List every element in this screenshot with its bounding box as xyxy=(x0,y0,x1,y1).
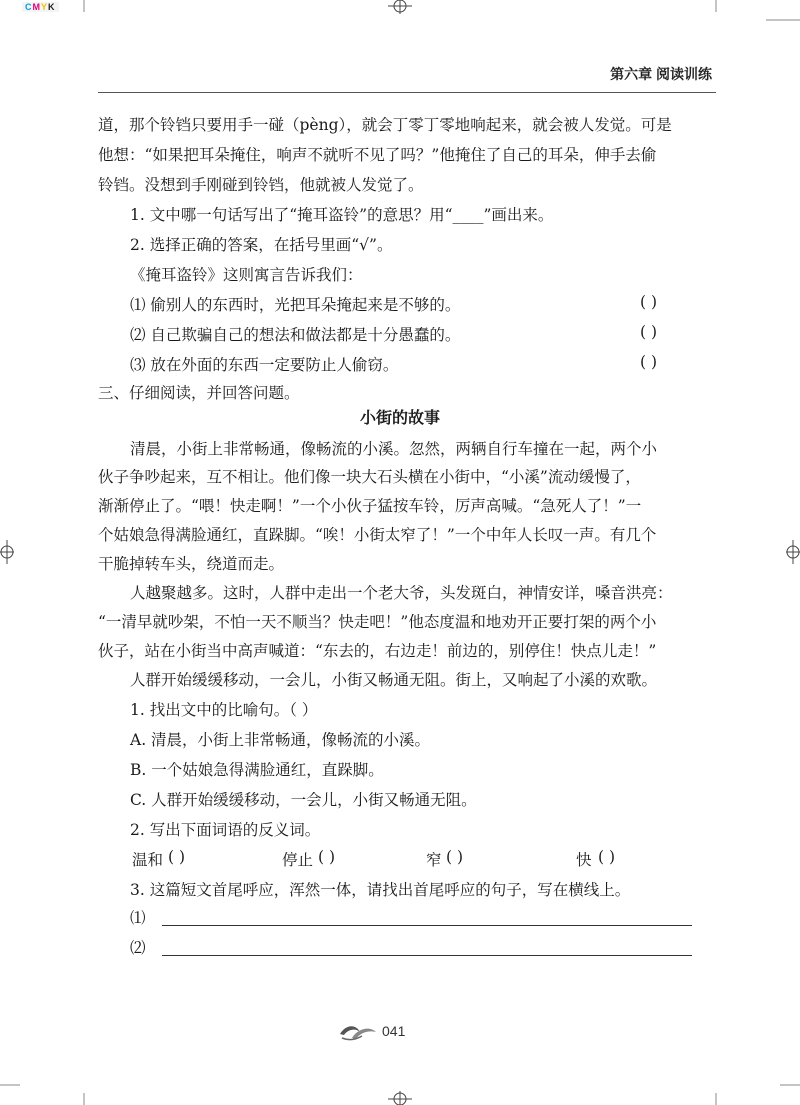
choice-c[interactable]: C. 人群开始缓缓移动，一会儿，小街又畅通无阻。 xyxy=(130,791,477,809)
cmyk-c: C xyxy=(25,2,33,12)
question-1: 1. 文中哪一句话写出了“掩耳盗铃”的意思？用“____”画出来。 xyxy=(130,206,554,224)
question-p3-1: 1. 找出文中的比喻句。（ ） xyxy=(130,701,318,719)
question-2-prompt: 《掩耳盗铃》这则寓言告诉我们： xyxy=(130,266,363,284)
antonym-paren-2[interactable]: ( ) xyxy=(318,848,336,866)
antonym-paren-3[interactable]: ( ) xyxy=(446,848,464,866)
intro-line: 道，那个铃铛只要用手一碰（pèng），就会丁零丁零地响起来，就会被人发觉。可是 xyxy=(98,116,672,134)
cmyk-k: K xyxy=(48,2,56,12)
page-footer xyxy=(338,1020,405,1042)
cmyk-m: M xyxy=(32,2,41,12)
passage-line: 人群开始缓缓移动，一会儿，小街又畅通无阻。街上，又响起了小溪的欢歌。 xyxy=(130,671,658,689)
passage-line: 清晨，小街上非常畅通，像畅流的小溪。忽然，两辆自行车撞在一起，两个小 xyxy=(130,440,658,458)
answer-paren-3[interactable]: ( ) xyxy=(640,353,658,371)
question-p3-3: 3. 这篇短文首尾呼应，浑然一体，请找出首尾呼应的句子，写在横线上。 xyxy=(130,881,631,899)
option-3: ⑶ 放在外面的东西一定要防止人偷窃。 xyxy=(130,356,399,374)
chapter-header: 第六章 阅读训练 xyxy=(610,66,712,82)
passage-line: 人越聚越多。这时，人群中走出一个老大爷，头发斑白，神情安详，嗓音洪亮： xyxy=(130,584,673,602)
antonym-word-2: 停止 xyxy=(282,851,314,869)
section-heading: 三、仔细阅读，并回答问题。 xyxy=(98,384,300,402)
antonym-paren-4[interactable]: ( ) xyxy=(598,848,616,866)
option-1: ⑴ 偷别人的东西时，光把耳朵掩起来是不够的。 xyxy=(130,296,461,314)
blank-label-2: ⑵ xyxy=(130,939,146,957)
intro-line: 铃铛。没想到手刚碰到铃铛，他就被人发觉了。 xyxy=(98,176,424,194)
cmyk-y: Y xyxy=(41,2,49,12)
passage-title: 小街的故事 xyxy=(359,410,440,427)
answer-paren-2[interactable]: ( ) xyxy=(640,323,658,341)
antonym-word-1: 温和 xyxy=(132,851,164,869)
passage-line: “一清早就吵架，不怕一天不顺当？快走吧！”他态度温和地劝开正要打架的两个小 xyxy=(98,613,657,631)
choice-b[interactable]: B. 一个姑娘急得满脸通红，直跺脚。 xyxy=(130,761,384,779)
answer-line-1[interactable] xyxy=(162,925,692,926)
page-number: 041 xyxy=(382,1023,406,1039)
answer-line-2[interactable] xyxy=(162,955,692,956)
header-rule xyxy=(98,92,716,93)
passage-line: 渐渐停止了。“喂！快走啊！”一个小伙子猛按车铃，厉声高喊。“急死人了！”一 xyxy=(98,497,642,515)
answer-paren-1[interactable]: ( ) xyxy=(640,293,658,311)
antonym-paren-1[interactable]: ( ) xyxy=(168,848,186,866)
question-p3-2: 2. 写出下面词语的反义词。 xyxy=(130,821,321,839)
option-2: ⑵ 自己欺骗自己的想法和做法都是十分愚蠢的。 xyxy=(130,326,461,344)
swirl-logo-icon xyxy=(338,1020,378,1042)
question-2: 2. 选择正确的答案，在括号里画“√”。 xyxy=(130,236,393,254)
blank-label-1: ⑴ xyxy=(130,909,146,927)
passage-line: 伙子，站在小街当中高声喊道：“东去的，右边走！前边的，别停住！快点儿走！” xyxy=(98,642,657,660)
passage-line: 干脆掉转车头，绕道而走。 xyxy=(98,555,285,573)
antonym-word-4: 快 xyxy=(576,851,592,869)
passage-line: 个姑娘急得满脸通红，直跺脚。“唉！小街太窄了！”一个中年人长叹一声。有几个 xyxy=(98,526,657,544)
antonym-word-3: 窄 xyxy=(426,851,442,869)
choice-a[interactable]: A. 清晨，小街上非常畅通，像畅流的小溪。 xyxy=(130,731,431,749)
intro-line: 他想：“如果把耳朵掩住，响声不就听不见了吗？”他掩住了自己的耳朵，伸手去偷 xyxy=(98,146,657,164)
passage-line: 伙子争吵起来，互不相让。他们像一块大石头横在小街中，“小溪”流动缓慢了， xyxy=(98,468,641,486)
